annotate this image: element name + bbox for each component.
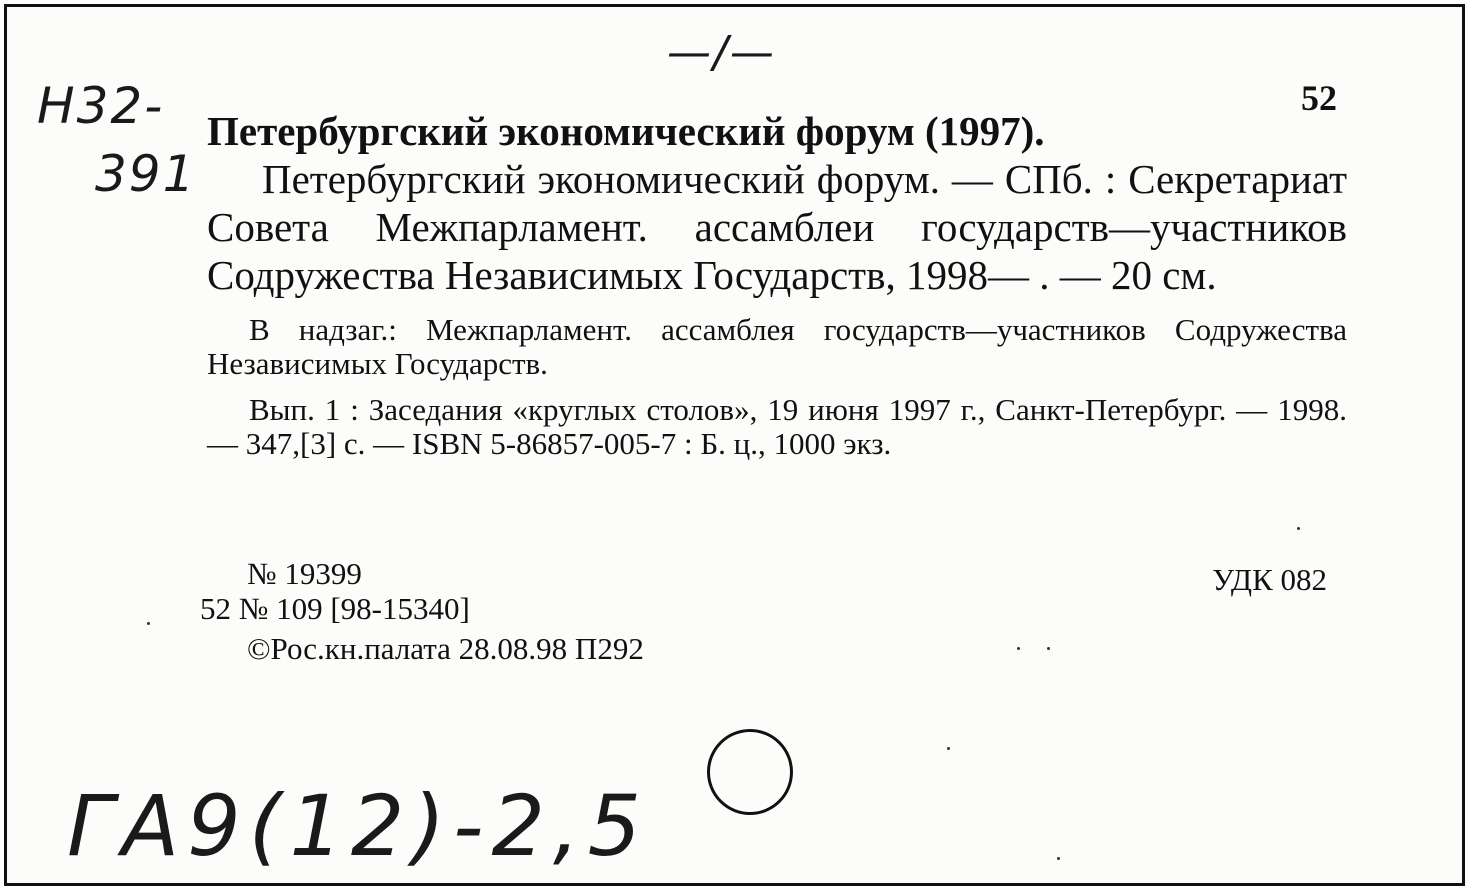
catalog-card (4, 4, 1465, 886)
record-issue: Вып. 1 : Заседания «круглых столов», 19 июня 1997 г., Санкт-Петербург. — 1998. — 347,[3] с. — ISBN 5-86857-005-7 : Б. ц., 1000 экз. (207, 392, 1347, 461)
handwritten-cipher-line1: Н32- (37, 77, 165, 135)
handwritten-shelf-mark: ГА9(12)-2,5 (67, 777, 650, 875)
speck (1017, 647, 1020, 650)
speck (947, 747, 950, 750)
record-body: Петербургский экономический форум. — СПб. : Секретариат Совета Межпарламент. ассамблеи государств—участников Содружества Независимых Государств, 1998— . — 20 см. (207, 156, 1347, 298)
speck (1297, 527, 1300, 530)
record-heading: Петербургский экономический форум (1997). (207, 108, 1045, 154)
handwritten-cipher-line2: 391 (95, 145, 197, 203)
record-overtitle: В надзаг.: Межпарламент. ассамблея государств—участников Содружества Независимых Государств. (207, 312, 1347, 381)
bibliographic-record (207, 107, 1347, 461)
speck (147, 622, 150, 625)
speck (1047, 647, 1050, 650)
handwritten-page-mark: —/— (667, 27, 776, 78)
footer-accession-number: № 19399 (247, 556, 362, 591)
footer-order-number: 52 № 109 [98-15340] (200, 591, 470, 626)
udk-code: УДК 082 (1212, 562, 1327, 597)
footer-copyright: ©Рос.кн.палата 28.08.98 П292 (247, 631, 644, 666)
speck (1057, 857, 1060, 860)
card-number: 52 (1301, 78, 1337, 118)
punch-hole (707, 729, 793, 815)
